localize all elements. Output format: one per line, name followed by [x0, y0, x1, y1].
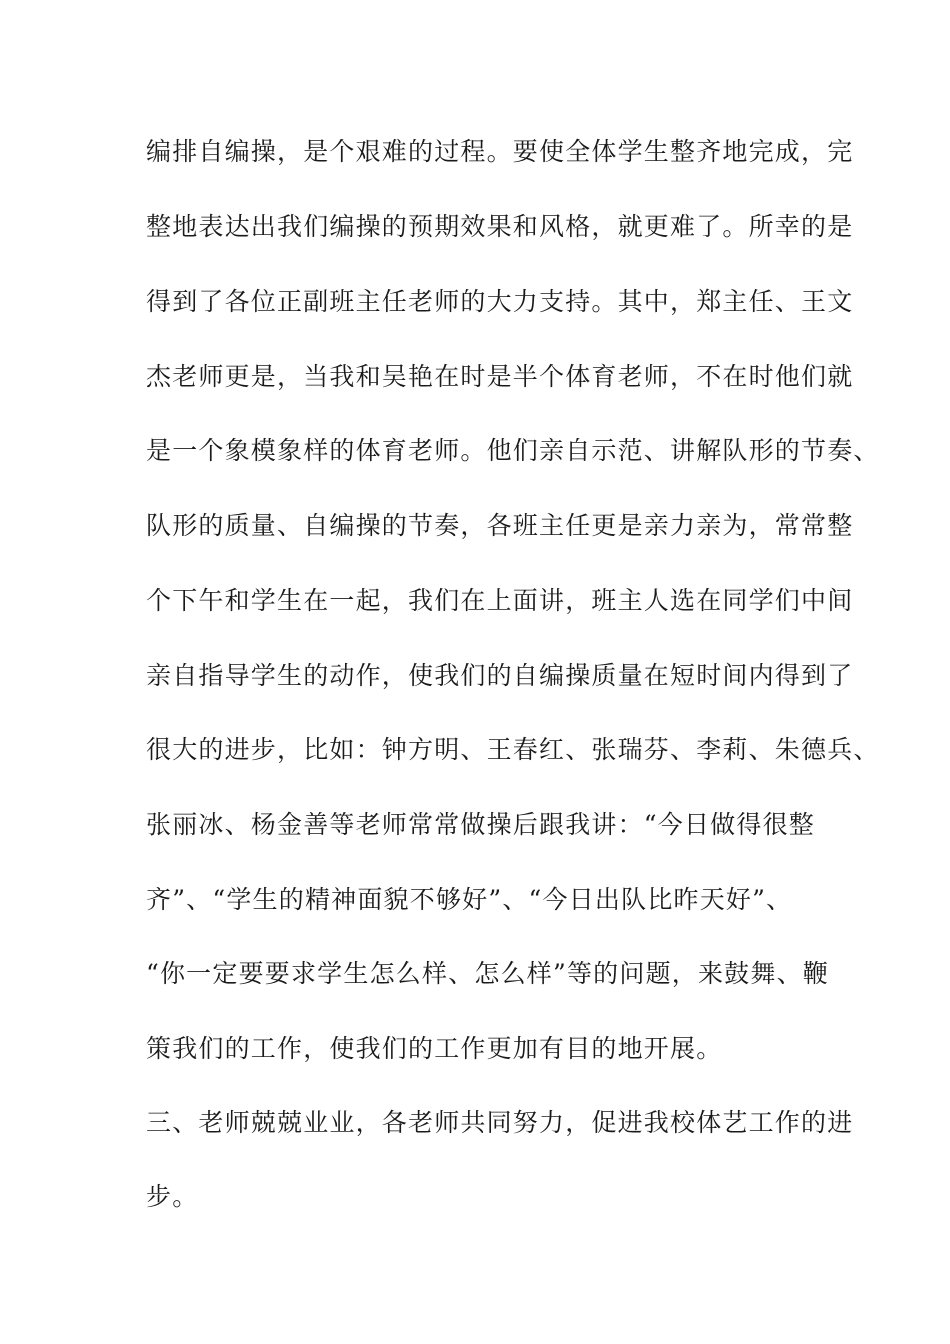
- text-line: 是一个象模象样的体育老师。他们亲自示范、讲解队形的节奏、: [146, 436, 880, 465]
- text-line: 得到了各位正副班主任老师的大力支持。其中，郑主任、王文: [146, 287, 854, 316]
- text-line: 编排自编操，是个艰难的过程。要使全体学生整齐地完成，完: [146, 137, 854, 166]
- text-line: 个下午和学生在一起，我们在上面讲，班主人选在同学们中间: [146, 586, 854, 615]
- text-line: 策我们的工作，使我们的工作更加有目的地开展。: [146, 1034, 723, 1063]
- text-line: “你一定要要求学生怎么样、怎么样”等的问题，来鼓舞、鞭: [146, 959, 829, 988]
- text-line: 队形的质量、自编操的节奏，各班主任更是亲力亲为，常常整: [146, 511, 854, 540]
- text-line: 杰老师更是，当我和吴艳在时是半个体育老师，不在时他们就: [146, 362, 854, 391]
- section-heading: 三、老师兢兢业业，各老师共同努力，促进我校体艺工作的进: [146, 1108, 854, 1137]
- text-line: 步。: [146, 1182, 199, 1211]
- text-line: 整地表达出我们编操的预期效果和风格，就更难了。所幸的是: [146, 212, 854, 241]
- text-line: 很大的进步，比如：钟方明、王春红、张瑞芬、李莉、朱德兵、: [146, 735, 880, 764]
- text-line: 齐”、“学生的精神面貌不够好”、“今日出队比昨天好”、: [146, 885, 793, 914]
- text-line: 亲自指导学生的动作，使我们的自编操质量在短时间内得到了: [146, 661, 854, 690]
- text-line: 张丽冰、杨金善等老师常常做操后跟我讲：“今日做得很整: [146, 810, 815, 839]
